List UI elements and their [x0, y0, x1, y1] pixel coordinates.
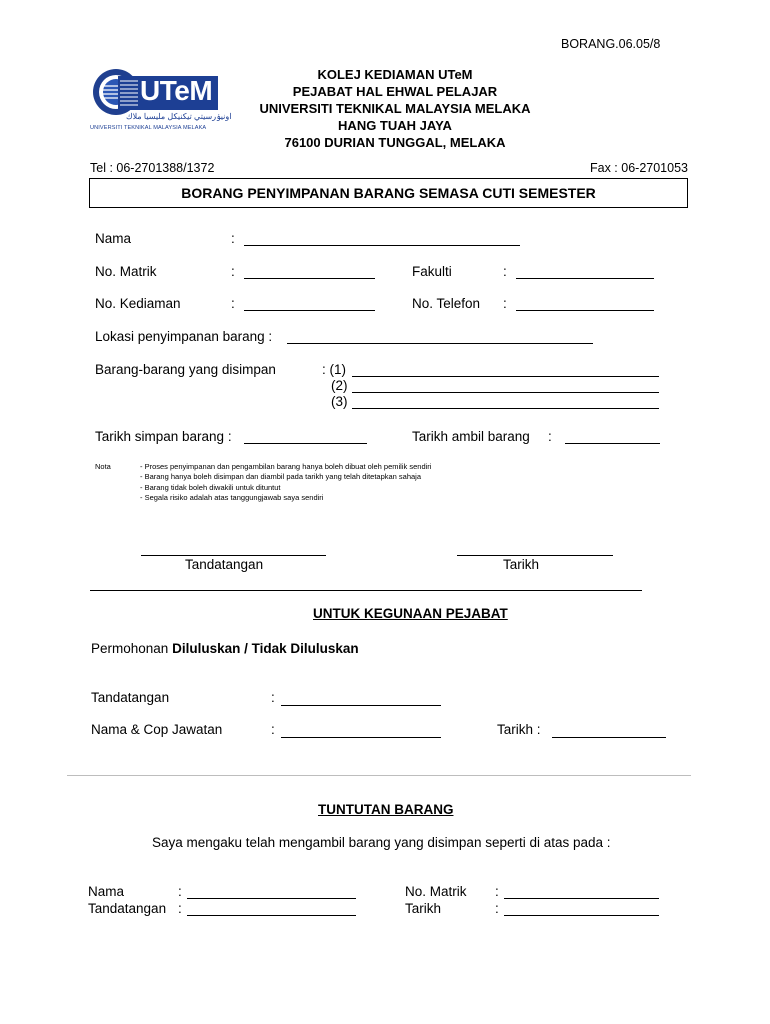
- form-title: BORANG PENYIMPANAN BARANG SEMASA CUTI SEMESTER: [181, 185, 596, 201]
- barang-item-3-label: (3): [331, 394, 348, 409]
- logo-brand: UTeM: [140, 75, 213, 106]
- office-tarikh-field[interactable]: [552, 737, 666, 738]
- tarikh-label: Tarikh: [503, 557, 540, 572]
- nota-item: - Barang hanya boleh disimpan dan diambil pada tarikh yang telah ditetapkan sahaja: [140, 472, 422, 482]
- tarikh-simpan-field[interactable]: [244, 443, 367, 444]
- claim-no-matrik-label: No. Matrik: [405, 884, 467, 899]
- fax-number: Fax : 06-2701053: [590, 161, 688, 175]
- nota-item: - Segala risiko adalah atas tanggungjawab saya sendiri: [140, 493, 324, 503]
- logo-jawi: اونيۏرسيتي تيكنيكل مليسيا ملاك: [126, 112, 232, 121]
- form-title-box: [89, 178, 688, 208]
- office-tandatangan-label: Tandatangan: [91, 690, 170, 705]
- header-line-1: KOLEJ KEDIAMAN UTeM: [317, 67, 473, 82]
- claim-tandatangan-colon: :: [178, 901, 182, 916]
- nota-label: Nota: [95, 462, 111, 471]
- fakulti-colon: :: [503, 264, 507, 279]
- no-kediaman-colon: :: [231, 296, 235, 311]
- header-line-4: HANG TUAH JAYA: [338, 118, 452, 133]
- claim-tarikh-field[interactable]: [504, 915, 659, 916]
- institution-header: [185, 66, 605, 151]
- claim-nama-colon: :: [178, 884, 182, 899]
- barang-label: Barang-barang yang disimpan: [95, 362, 276, 377]
- tandatangan-field[interactable]: [141, 555, 326, 556]
- claim-tarikh-label: Tarikh: [405, 901, 442, 916]
- tarikh-ambil-colon: :: [548, 429, 552, 444]
- nama-label: Nama: [95, 231, 132, 246]
- claim-statement: Saya mengaku telah mengambil barang yang disimpan seperti di atas pada :: [152, 835, 611, 850]
- barang-item-2-label: (2): [331, 378, 348, 393]
- barang-item-1-field[interactable]: [352, 376, 659, 377]
- office-tandatangan-colon: :: [271, 690, 275, 705]
- claim-title: TUNTUTAN BARANG: [318, 802, 454, 817]
- permohonan-label: Permohonan: [91, 641, 169, 656]
- tarikh-field[interactable]: [457, 555, 613, 556]
- lokasi-label: Lokasi penyimpanan barang :: [95, 329, 273, 344]
- claim-tandatangan-label: Tandatangan: [88, 901, 167, 916]
- claim-divider: [67, 775, 691, 776]
- claim-nama-field[interactable]: [187, 898, 356, 899]
- tarikh-simpan-label: Tarikh simpan barang :: [95, 429, 232, 444]
- nama-cop-colon: :: [271, 722, 275, 737]
- lokasi-field[interactable]: [287, 343, 593, 344]
- nama-cop-field[interactable]: [281, 737, 441, 738]
- header-line-5: 76100 DURIAN TUNGGAL, MELAKA: [284, 135, 506, 150]
- nota-item: - Proses penyimpanan dan pengambilan barang hanya boleh dibuat oleh pemilik sendiri: [140, 462, 432, 471]
- no-telefon-field[interactable]: [516, 310, 654, 311]
- nama-cop-label: Nama & Cop Jawatan: [91, 722, 223, 737]
- office-tandatangan-field[interactable]: [281, 705, 441, 706]
- section-divider: [90, 590, 642, 591]
- header-line-3: UNIVERSITI TEKNIKAL MALAYSIA MELAKA: [259, 101, 531, 116]
- no-kediaman-label: No. Kediaman: [95, 296, 181, 311]
- nota-list: [140, 462, 431, 504]
- nama-field[interactable]: [244, 245, 520, 246]
- office-tarikh-label: Tarikh :: [497, 722, 541, 737]
- logo-caption: UNIVERSITI TEKNIKAL MALAYSIA MELAKA: [90, 125, 207, 131]
- no-matrik-field[interactable]: [244, 278, 375, 279]
- barang-item-2-field[interactable]: [352, 392, 659, 393]
- header-line-2: PEJABAT HAL EHWAL PELAJAR: [292, 84, 498, 99]
- claim-tandatangan-field[interactable]: [187, 915, 356, 916]
- barang-item-3-field[interactable]: [352, 408, 659, 409]
- tel-number: Tel : 06-2701388/1372: [90, 161, 215, 175]
- fakulti-label: Fakulti: [412, 264, 452, 279]
- nota-item: - Barang tidak boleh diwakili untuk dituntut: [140, 482, 281, 492]
- tarikh-ambil-field[interactable]: [565, 443, 660, 444]
- tarikh-ambil-label: Tarikh ambil barang: [412, 429, 530, 444]
- no-telefon-label: No. Telefon: [412, 296, 481, 311]
- permohonan-row: [91, 641, 359, 656]
- nama-colon: :: [231, 231, 235, 246]
- no-matrik-label: No. Matrik: [95, 264, 157, 279]
- no-matrik-colon: :: [231, 264, 235, 279]
- tandatangan-label: Tandatangan: [185, 557, 264, 572]
- barang-item-1-label: : (1): [322, 362, 347, 377]
- claim-no-matrik-field[interactable]: [504, 898, 659, 899]
- no-kediaman-field[interactable]: [244, 310, 375, 311]
- claim-tarikh-colon: :: [495, 901, 499, 916]
- fakulti-field[interactable]: [516, 278, 654, 279]
- office-use-title: UNTUK KEGUNAAN PEJABAT: [313, 606, 508, 621]
- permohonan-decision: Diluluskan / Tidak Diluluskan: [172, 641, 359, 656]
- claim-no-matrik-colon: :: [495, 884, 499, 899]
- no-telefon-colon: :: [503, 296, 507, 311]
- claim-nama-label: Nama: [88, 884, 125, 899]
- form-code: BORANG.06.05/8: [561, 37, 661, 51]
